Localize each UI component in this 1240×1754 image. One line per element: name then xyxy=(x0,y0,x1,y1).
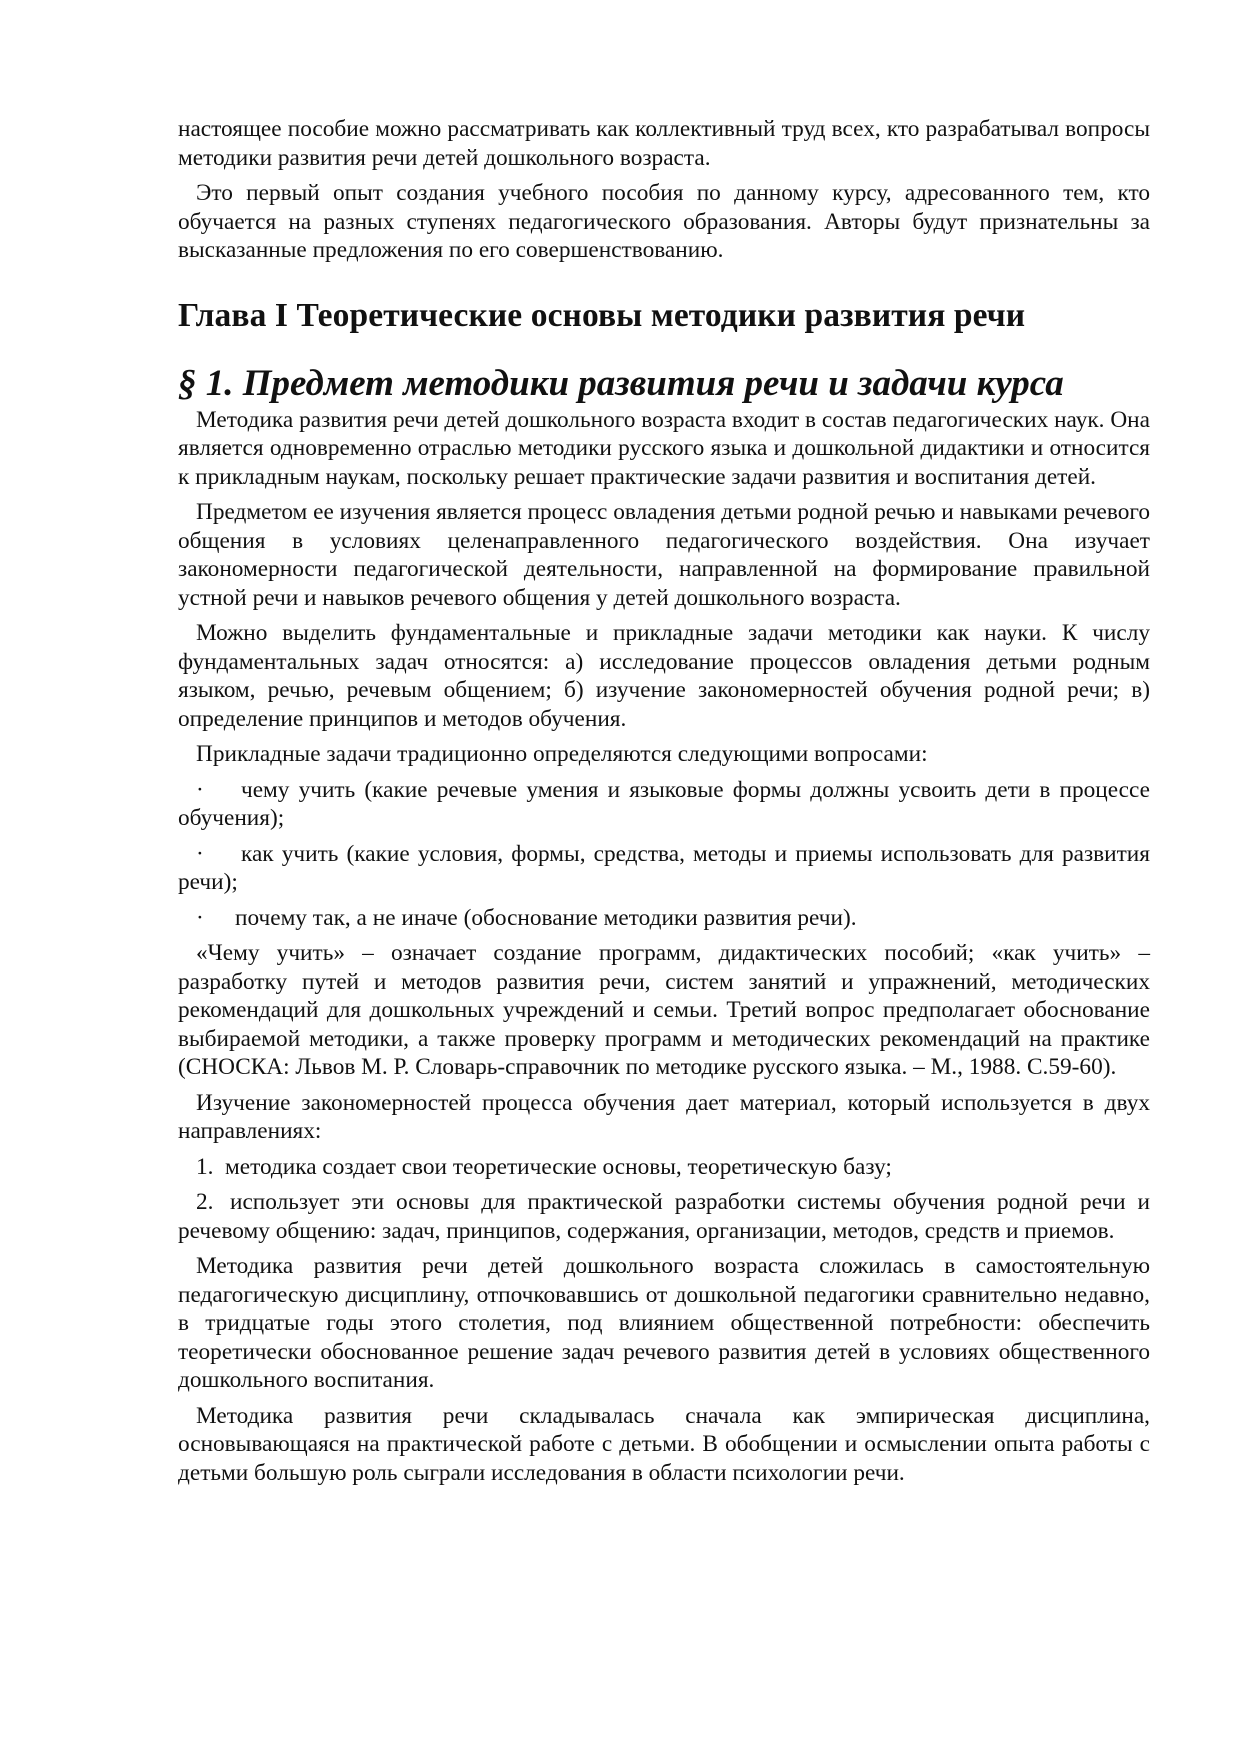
bullet-text: почему так, а не иначе (обоснование методики развития речи). xyxy=(235,904,857,931)
paragraph: Можно выделить фундаментальные и прикладные задачи методики как науки. К числу фундаментальных задач относятся: а) исследование процессов овладения детьми родным языком, речью, речевым общением; б) изучение закономерностей обучения родной речи; в) определение принципов и методов обучения. xyxy=(178,620,1150,732)
paragraph: Изучение закономерностей процесса обучения дает материал, который используется в двух направлениях: xyxy=(178,1089,1150,1144)
numbered-text: методика создает свои теоретические основы, теоретическую базу; xyxy=(225,1153,892,1180)
bullet-marker: · xyxy=(196,904,204,931)
number-marker: 2. xyxy=(196,1189,214,1215)
numbered-item xyxy=(178,1188,1150,1245)
paragraph: Методика развития речи складывалась сначала как эмпирическая дисциплина, основывающаяся на практической работе с детьми. В обобщении и осмыслении опыта работы с детьми большую роль сыграли исследования в области психологии речи. xyxy=(178,1402,1150,1486)
number-marker: 1. xyxy=(196,1153,214,1180)
paragraph: Методика развития речи детей дошкольного возраста сложилась в самостоятельную педагогическую дисциплину, отпочковавшись от дошкольной педагогики сравнительно недавно, в тридцатые годы этого столетия, под влиянием общественной потребности: обеспечить теоретически обоснованное решение задач речевого развития детей в условиях общественного дошкольного воспитания. xyxy=(178,1253,1150,1393)
paragraph: Методика развития речи детей дошкольного возраста входит в состав педагогических наук. Она является одновременно отраслью методики русского языка и дошкольной дидактики и относится к прикладным наукам, поскольку решает практические задачи развития и воспитания детей. xyxy=(178,406,1150,490)
bullet-marker: · xyxy=(196,840,204,867)
numbered-text: использует эти основы для практической разработки системы обучения родной речи и речевому общению: задач, принципов, содержания, организации, методов, средств и приемов. xyxy=(178,1189,1150,1244)
paragraph: Прикладные задачи традиционно определяются следующими вопросами: xyxy=(196,741,928,767)
bullet-text: как учить (какие условия, формы, средства, методы и приемы использовать для развития речи); xyxy=(178,840,1150,895)
numbered-item xyxy=(178,1153,1150,1182)
bullet-item xyxy=(178,840,1150,897)
bullet-item xyxy=(178,776,1150,833)
chapter-title: Глава I Теоретические основы методики развития речи xyxy=(178,296,1026,334)
section-title: § 1. Предмет методики развития речи и задачи курса xyxy=(178,362,1064,404)
paragraph: «Чему учить» – означает создание программ, дидактических пособий; «как учить» – разработку путей и методов развития речи, систем занятий и упражнений, методических рекомендаций для дошкольных учреждений и семьи. Третий вопрос предполагает обоснование выбираемой методики, а также проверку программ и методических рекомендаций на практике (СНОСКА: Львов М. Р. Словарь-справочник по методике русского языка. – М., 1988. С.59-60). xyxy=(178,940,1150,1080)
paragraph: Предметом ее изучения является процесс овладения детьми родной речью и навыками речевого общения в условиях целенаправленного педагогического воздействия. Она изучает закономерности педагогической деятельности, направленной на формирование правильной устной речи и навыков речевого общения у детей дошкольного возраста. xyxy=(178,499,1150,611)
bullet-item xyxy=(178,904,1150,933)
paragraph-intro: Это первый опыт создания учебного пособия по данному курсу, адресованного тем, кто обучается на разных ступенях педагогического образования. Авторы будут признательны за высказанные предложения по его совершенствованию. xyxy=(178,180,1150,263)
bullet-text: чему учить (какие речевые умения и языковые формы должны усвоить дети в процессе обучения); xyxy=(178,776,1150,831)
bullet-marker: · xyxy=(196,776,204,803)
paragraph-continuation: настоящее пособие можно рассматривать как коллективный труд всех, кто разрабатывал вопросы методики развития речи детей дошкольного возраста. xyxy=(178,116,1150,171)
document-page xyxy=(178,115,1150,1494)
